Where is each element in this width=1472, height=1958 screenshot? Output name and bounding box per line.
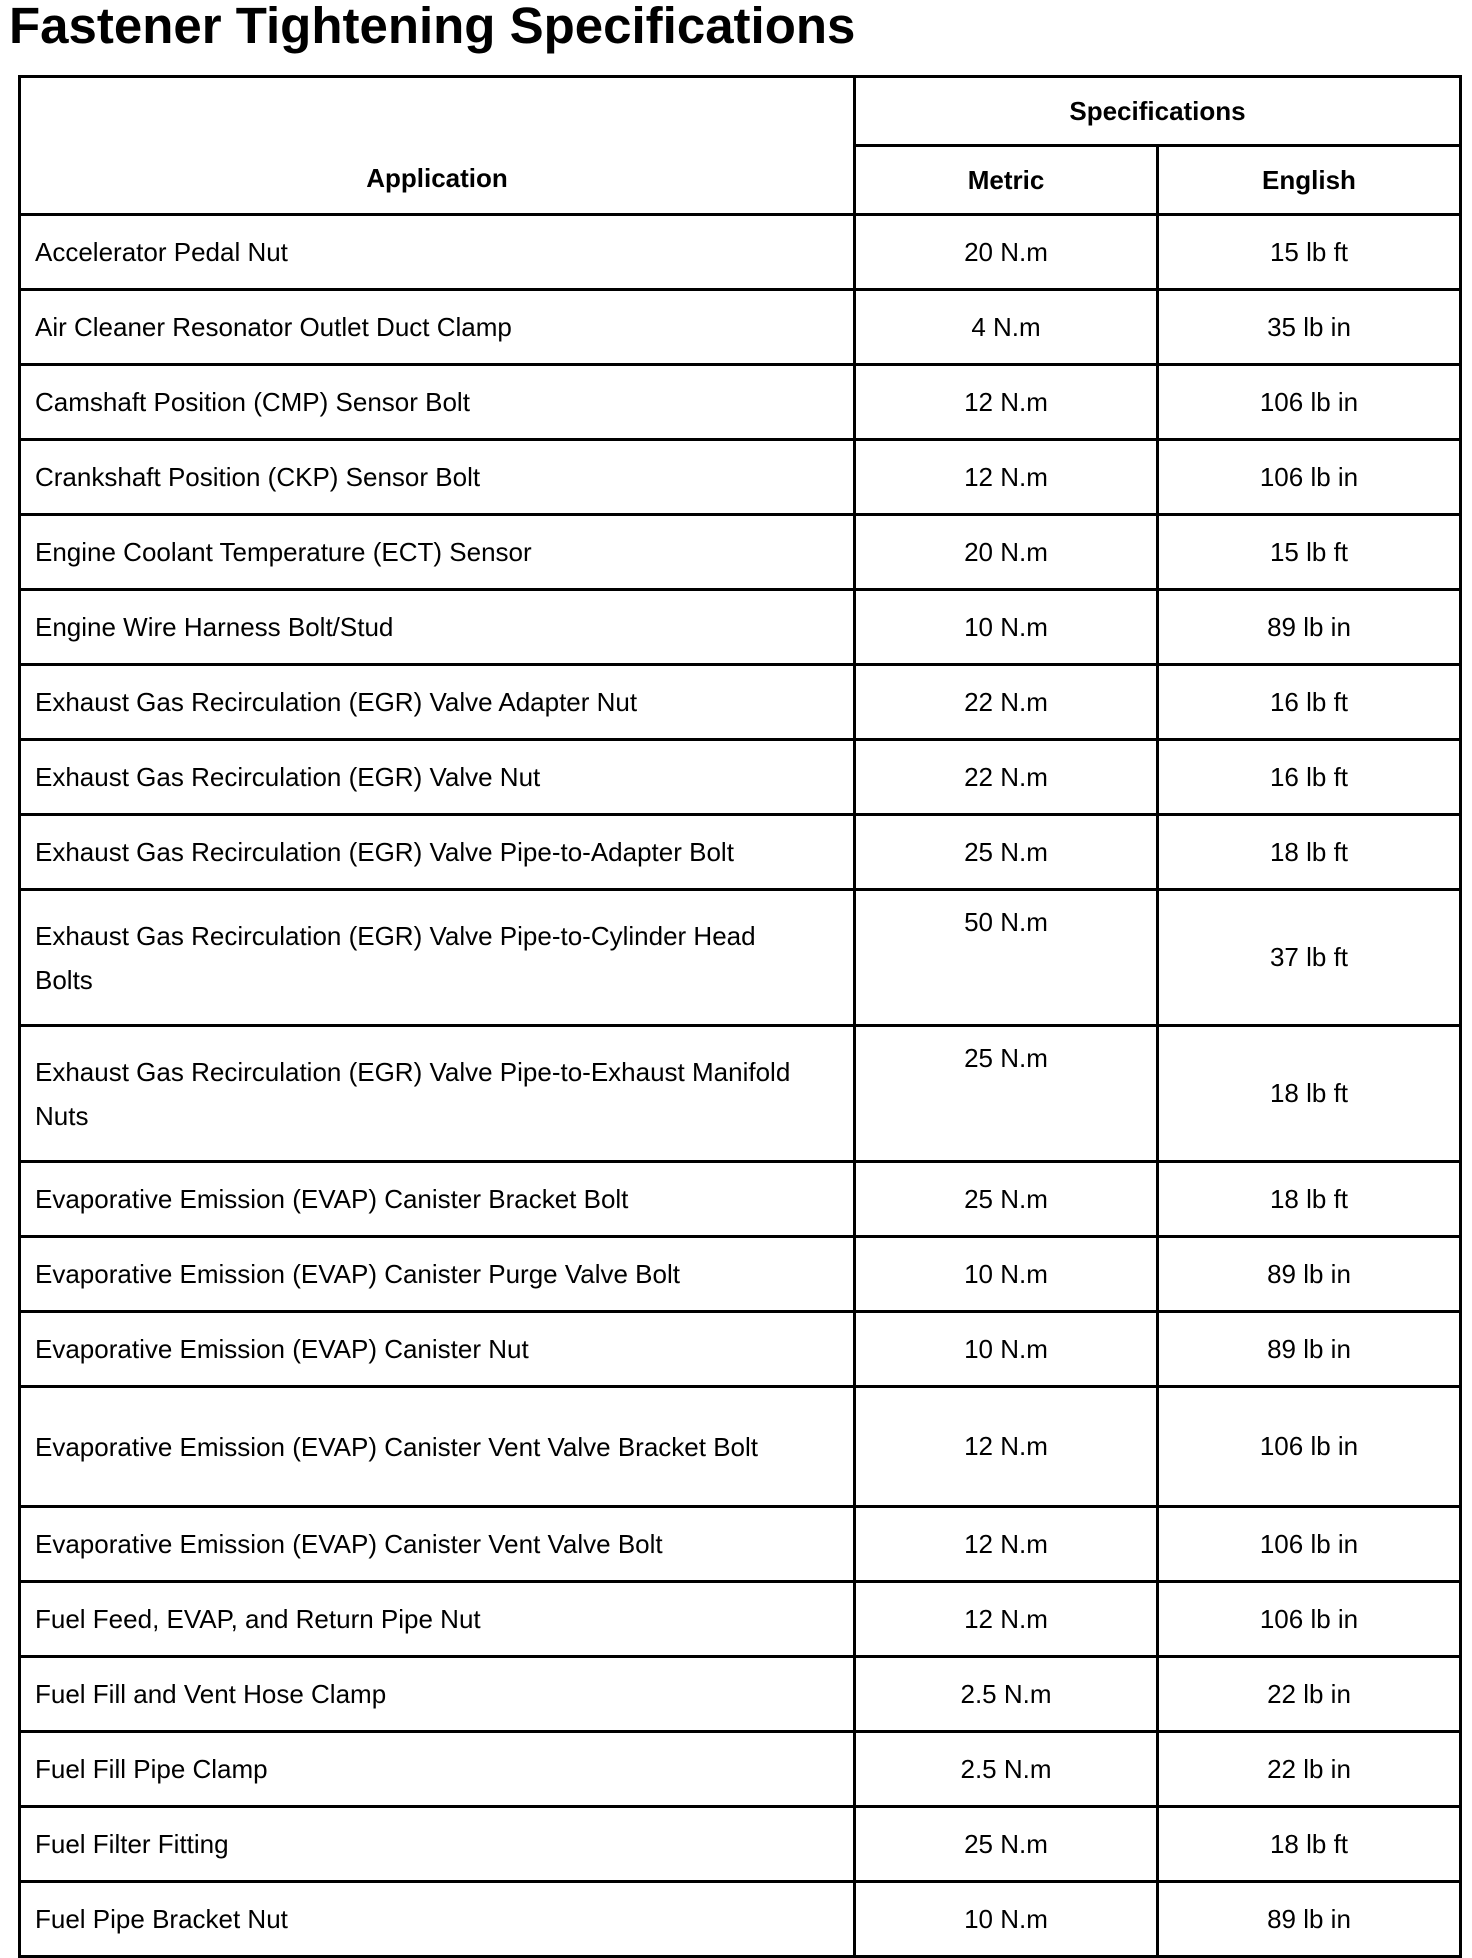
cell-metric: 22 N.m [855, 740, 1158, 815]
cell-application: Crankshaft Position (CKP) Sensor Bolt [20, 440, 855, 515]
cell-application: Exhaust Gas Recirculation (EGR) Valve Nut [20, 740, 855, 815]
cell-english: 89 lb in [1158, 1882, 1461, 1957]
cell-metric: 12 N.m [855, 440, 1158, 515]
table-row [20, 1582, 1461, 1657]
header-application: Application [20, 77, 855, 215]
cell-metric: 10 N.m [855, 590, 1158, 665]
table-row [20, 1162, 1461, 1237]
cell-metric: 20 N.m [855, 215, 1158, 290]
cell-english: 89 lb in [1158, 590, 1461, 665]
cell-english: 18 lb ft [1158, 1162, 1461, 1237]
cell-application: Fuel Feed, EVAP, and Return Pipe Nut [20, 1582, 855, 1657]
cell-english: 89 lb in [1158, 1312, 1461, 1387]
cell-metric: 4 N.m [855, 290, 1158, 365]
cell-application: Evaporative Emission (EVAP) Canister Vent Valve Bolt [20, 1507, 855, 1582]
cell-metric: 25 N.m [855, 1807, 1158, 1882]
cell-application: Fuel Fill Pipe Clamp [20, 1732, 855, 1807]
cell-metric: 12 N.m [855, 1387, 1158, 1507]
table-row [20, 1807, 1461, 1882]
table-row [20, 1312, 1461, 1387]
table-row [20, 1387, 1461, 1507]
cell-english: 15 lb ft [1158, 515, 1461, 590]
table-row [20, 1507, 1461, 1582]
cell-metric: 2.5 N.m [855, 1657, 1158, 1732]
cell-english: 18 lb ft [1158, 1026, 1461, 1162]
page-title: Fastener Tightening Specifications [9, 0, 856, 54]
table-row [20, 1026, 1461, 1162]
cell-application: Accelerator Pedal Nut [20, 215, 855, 290]
cell-application: Evaporative Emission (EVAP) Canister Nut [20, 1312, 855, 1387]
cell-metric: 25 N.m [855, 1026, 1158, 1162]
table-row [20, 1882, 1461, 1957]
cell-application: Fuel Fill and Vent Hose Clamp [20, 1657, 855, 1732]
cell-english: 16 lb ft [1158, 665, 1461, 740]
cell-english: 106 lb in [1158, 440, 1461, 515]
table-row [20, 1732, 1461, 1807]
cell-application: Camshaft Position (CMP) Sensor Bolt [20, 365, 855, 440]
cell-metric: 10 N.m [855, 1882, 1158, 1957]
cell-english: 15 lb ft [1158, 215, 1461, 290]
fastener-spec-table [18, 75, 1462, 1958]
cell-english: 106 lb in [1158, 1507, 1461, 1582]
cell-english: 18 lb ft [1158, 1807, 1461, 1882]
table-row [20, 890, 1461, 1026]
cell-metric: 10 N.m [855, 1312, 1158, 1387]
cell-english: 106 lb in [1158, 1582, 1461, 1657]
cell-application: Evaporative Emission (EVAP) Canister Bracket Bolt [20, 1162, 855, 1237]
table-row [20, 815, 1461, 890]
table-row [20, 215, 1461, 290]
table-row [20, 290, 1461, 365]
cell-application: Exhaust Gas Recirculation (EGR) Valve Pipe-to-Exhaust Manifold Nuts [20, 1026, 855, 1162]
cell-application: Exhaust Gas Recirculation (EGR) Valve Adapter Nut [20, 665, 855, 740]
cell-application: Evaporative Emission (EVAP) Canister Purge Valve Bolt [20, 1237, 855, 1312]
table-row [20, 590, 1461, 665]
table-row [20, 515, 1461, 590]
cell-application: Engine Coolant Temperature (ECT) Sensor [20, 515, 855, 590]
cell-metric: 12 N.m [855, 1507, 1158, 1582]
cell-english: 22 lb in [1158, 1657, 1461, 1732]
cell-metric: 25 N.m [855, 1162, 1158, 1237]
table-row [20, 740, 1461, 815]
cell-metric: 12 N.m [855, 1582, 1158, 1657]
table-row [20, 665, 1461, 740]
cell-metric: 10 N.m [855, 1237, 1158, 1312]
cell-application: Fuel Filter Fitting [20, 1807, 855, 1882]
cell-metric: 12 N.m [855, 365, 1158, 440]
cell-english: 35 lb in [1158, 290, 1461, 365]
header-metric: Metric [855, 146, 1158, 215]
header-specifications: Specifications [855, 77, 1461, 146]
cell-english: 16 lb ft [1158, 740, 1461, 815]
cell-application: Engine Wire Harness Bolt/Stud [20, 590, 855, 665]
cell-application: Fuel Pipe Bracket Nut [20, 1882, 855, 1957]
header-english: English [1158, 146, 1461, 215]
cell-application: Exhaust Gas Recirculation (EGR) Valve Pipe-to-Adapter Bolt [20, 815, 855, 890]
cell-metric: 2.5 N.m [855, 1732, 1158, 1807]
table-row [20, 365, 1461, 440]
table-row [20, 1657, 1461, 1732]
cell-english: 106 lb in [1158, 1387, 1461, 1507]
cell-application: Evaporative Emission (EVAP) Canister Vent Valve Bracket Bolt [20, 1387, 855, 1507]
cell-english: 22 lb in [1158, 1732, 1461, 1807]
cell-application: Air Cleaner Resonator Outlet Duct Clamp [20, 290, 855, 365]
cell-application: Exhaust Gas Recirculation (EGR) Valve Pipe-to-Cylinder Head Bolts [20, 890, 855, 1026]
cell-english: 106 lb in [1158, 365, 1461, 440]
cell-english: 37 lb ft [1158, 890, 1461, 1026]
cell-english: 18 lb ft [1158, 815, 1461, 890]
table-row [20, 1237, 1461, 1312]
cell-metric: 25 N.m [855, 815, 1158, 890]
cell-metric: 50 N.m [855, 890, 1158, 1026]
table-header-row [20, 77, 1461, 146]
table-row [20, 440, 1461, 515]
cell-english: 89 lb in [1158, 1237, 1461, 1312]
cell-metric: 22 N.m [855, 665, 1158, 740]
cell-metric: 20 N.m [855, 515, 1158, 590]
